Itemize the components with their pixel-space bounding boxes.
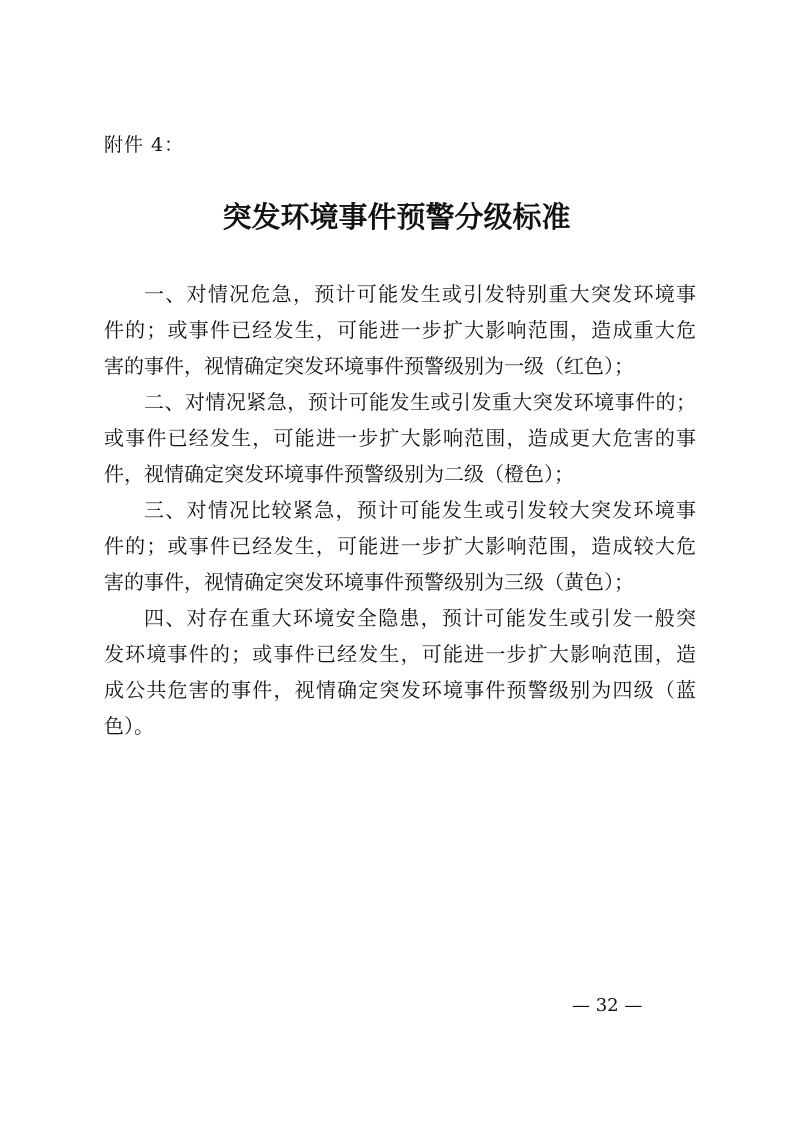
paragraph-level-2 [104, 384, 696, 492]
paragraph-line: 或事件已经发生，可能进一步扩大影响范围，造成更大危害的事 [104, 426, 696, 450]
paragraph-line: 害的事件，视情确定突发环境事件预警级别为一级（红色）； [104, 354, 634, 378]
paragraph-line: 四、对存在重大环境安全隐患，预计可能发生或引发一般突 [144, 606, 696, 630]
paragraph-line: 三、对情况比较紧急，预计可能发生或引发较大突发环境事 [144, 498, 696, 522]
paragraph-line: 色）。 [104, 714, 154, 738]
paragraph-line: 件的；或事件已经发生，可能进一步扩大影响范围，造成较大危 [104, 534, 696, 558]
paragraph-line: 害的事件，视情确定突发环境事件预警级别为三级（黄色）； [104, 570, 634, 594]
attachment-label: 附件 4： [104, 134, 185, 156]
paragraph-line: 件的；或事件已经发生，可能进一步扩大影响范围，造成重大危 [104, 318, 696, 342]
paragraph-line: 件，视情确定突发环境事件预警级别为二级（橙色）； [104, 462, 574, 486]
page-number: — 32 — [572, 995, 643, 1016]
paragraph-line: 发环境事件的；或事件已经发生，可能进一步扩大影响范围，造 [104, 642, 696, 666]
paragraph-line: 成公共危害的事件，视情确定突发环境事件预警级别为四级（蓝 [104, 678, 696, 702]
paragraph-line: 二、对情况紧急，预计可能发生或引发重大突发环境事件的； [144, 390, 696, 414]
paragraph-level-4 [104, 600, 696, 744]
paragraph-level-1 [104, 276, 696, 384]
paragraph-level-3 [104, 492, 696, 600]
page-title: 突发环境事件预警分级标准 [222, 200, 571, 234]
paragraph-line: 一、对情况危急，预计可能发生或引发特别重大突发环境事 [144, 282, 696, 306]
